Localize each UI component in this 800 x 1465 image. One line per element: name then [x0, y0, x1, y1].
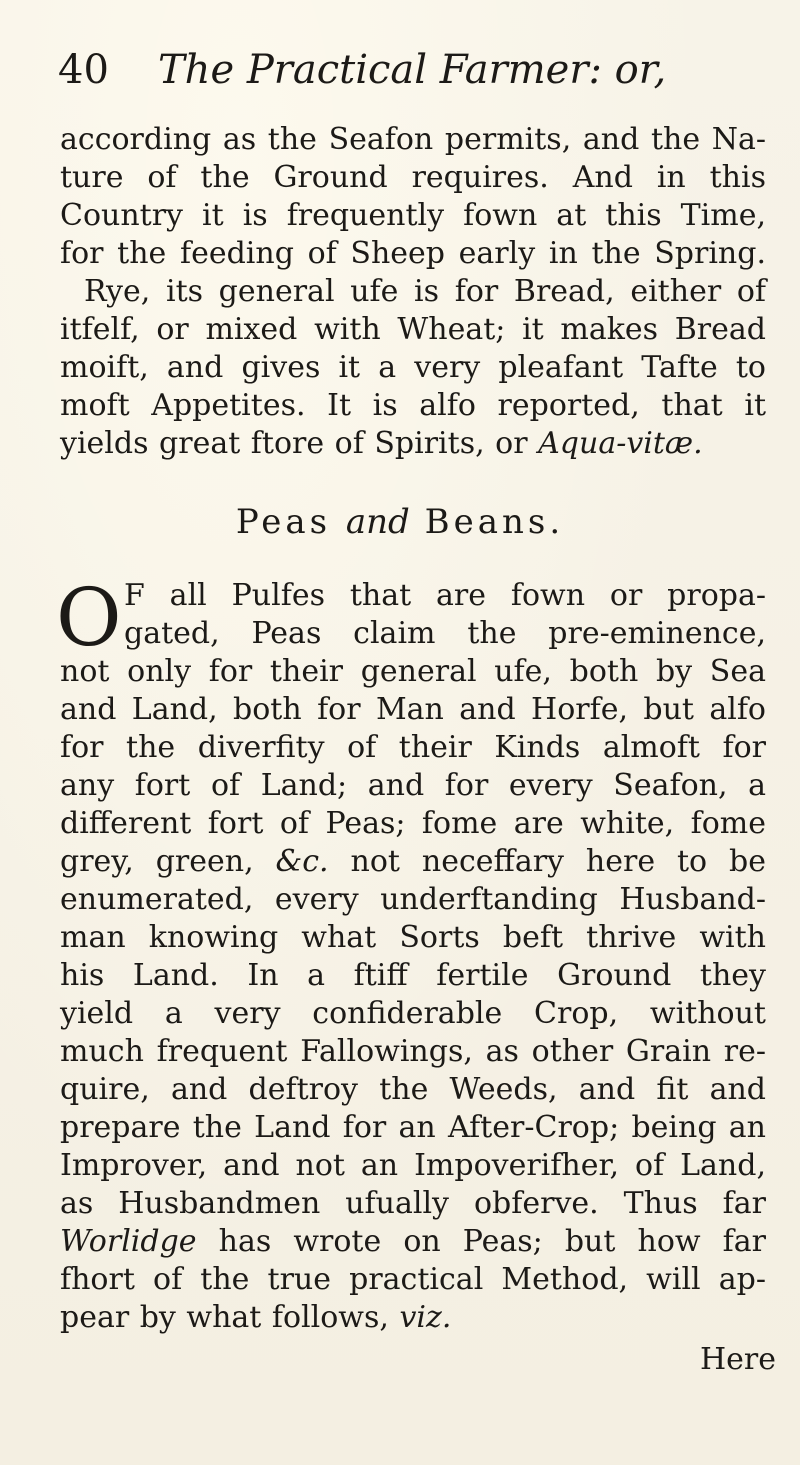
text-line: man knowing what Sorts beft thrive with — [60, 920, 766, 955]
text-line: according as the Seafon permits, and the Na- — [60, 122, 766, 157]
text-line: yield a very confiderable Crop, without — [60, 996, 766, 1031]
drop-cap: O — [56, 571, 122, 664]
page-header — [58, 40, 778, 100]
text-line: Improver, and not an Impoverifher, of Land, — [60, 1148, 766, 1183]
heading-conjunction: and — [345, 502, 410, 542]
running-title: The Practical Farmer: or, — [158, 47, 667, 93]
text-line: different fort of Peas; fome are white, fome — [60, 806, 766, 841]
text-line: gated, Peas claim the pre-eminence, — [124, 616, 766, 651]
italic-term: &c. — [275, 844, 329, 879]
italic-name: Worlidge — [60, 1224, 197, 1259]
text-line: ture of the Ground requires. And in this — [60, 160, 766, 195]
catchword: Here — [700, 1342, 777, 1377]
text-line: for the diverfity of their Kinds almoft for — [60, 730, 766, 765]
text-line: moft Appetites. It is alfo reported, that it — [60, 388, 766, 423]
italic-term: viz. — [399, 1300, 452, 1335]
text-line: for the feeding of Sheep early in the Spring. — [60, 236, 766, 271]
text-line — [60, 1298, 451, 1338]
text-span: yields great ftore of Spirits, or — [60, 426, 528, 461]
text-line: and Land, both for Man and Horfe, but alfo — [60, 692, 766, 727]
text-line — [60, 1222, 766, 1262]
text-line — [60, 424, 703, 464]
text-line: itfelf, or mixed with Wheat; it makes Bread — [60, 312, 766, 347]
text-line: Country it is frequently fown at this Time, — [60, 198, 766, 233]
text-line: fhort of the true practical Method, will ap- — [60, 1262, 766, 1297]
text-line: F all Pulfes that are fown or propa- — [124, 578, 766, 613]
page-number: 40 — [58, 47, 109, 93]
text-span: has wrote on Peas; but how far — [218, 1224, 766, 1259]
heading-word: Beans. — [424, 502, 565, 542]
text-span: grey, green, — [60, 844, 254, 879]
text-line: prepare the Land for an After-Crop; being an — [60, 1110, 766, 1145]
text-line: his Land. In a ftiff fertile Ground they — [60, 958, 766, 993]
text-span: pear by what follows, — [60, 1300, 389, 1335]
text-line: much frequent Fallowings, as other Grain re- — [60, 1034, 766, 1069]
text-line: moift, and gives it a very pleafant Tafte to — [60, 350, 766, 385]
text-line: any fort of Land; and for every Seafon, a — [60, 768, 766, 803]
text-span: not neceffary here to be — [350, 844, 766, 879]
text-line: as Husbandmen ufually obferve. Thus far — [60, 1186, 766, 1221]
text-line: enumerated, every underftanding Husband- — [60, 882, 766, 917]
heading-word: Peas — [235, 502, 332, 542]
text-line: not only for their general ufe, both by Sea — [60, 654, 766, 689]
text-line: Rye, its general ufe is for Bread, either of — [84, 274, 766, 309]
text-line: quire, and deftroy the Weeds, and fit and — [60, 1072, 766, 1107]
section-heading — [0, 500, 800, 544]
text-line — [60, 842, 766, 882]
italic-term: Aqua-vitæ. — [538, 426, 703, 461]
